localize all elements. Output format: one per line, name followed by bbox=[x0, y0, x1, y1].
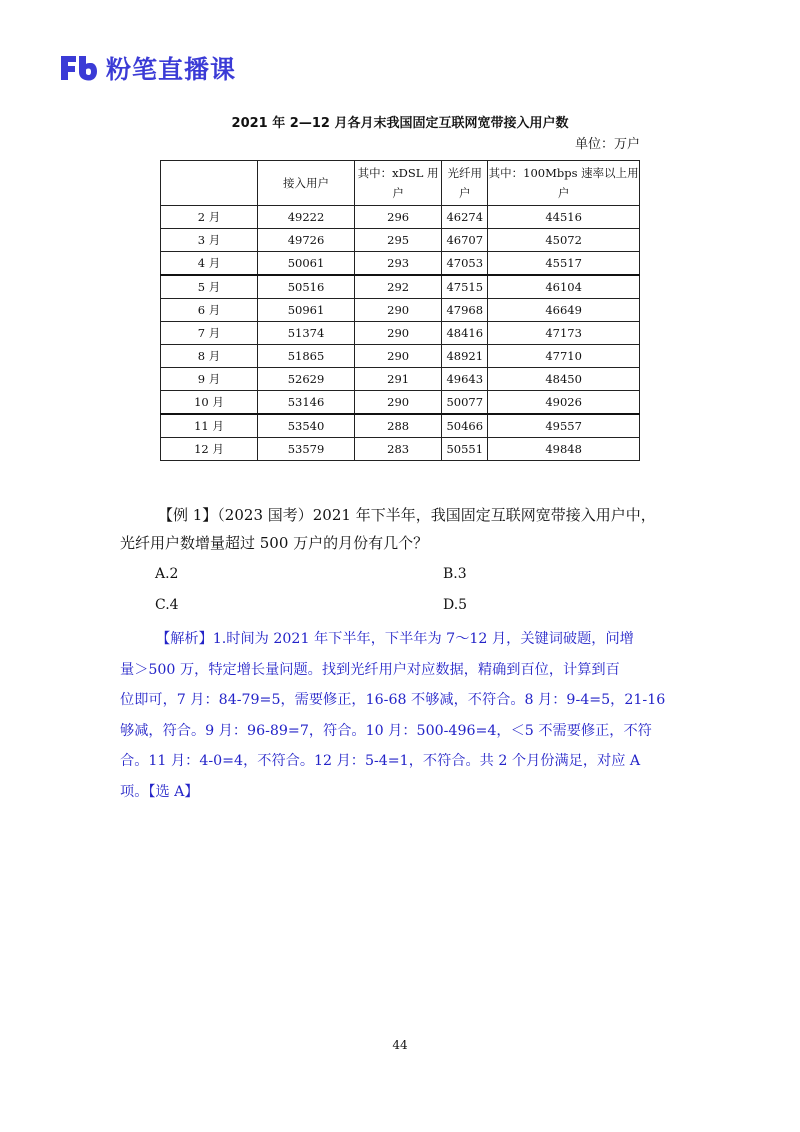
table-row bbox=[161, 275, 640, 299]
option-a: A.2 bbox=[155, 566, 179, 582]
table-cell: 290 bbox=[355, 322, 442, 345]
table-cell: 2 月 bbox=[161, 206, 258, 229]
table-cell: 50466 bbox=[442, 414, 488, 438]
table-cell: 293 bbox=[355, 252, 442, 276]
data-table bbox=[160, 160, 640, 461]
question-line-1: 【例 1】（2023 国考）2021 年下半年，我国固定互联网宽带接入用户中， bbox=[158, 506, 656, 524]
table-cell: 291 bbox=[355, 368, 442, 391]
table-cell: 46649 bbox=[488, 299, 640, 322]
table-cell: 46274 bbox=[442, 206, 488, 229]
table-cell: 5 月 bbox=[161, 275, 258, 299]
table-row bbox=[161, 229, 640, 252]
table-cell: 44516 bbox=[488, 206, 640, 229]
table-title: 2021 年 2—12 月各月末我国固定互联网宽带接入用户数 bbox=[231, 116, 569, 131]
table-header-cell: 其中：xDSL 用户 bbox=[355, 161, 442, 206]
table-cell: 50516 bbox=[258, 275, 355, 299]
table-cell: 9 月 bbox=[161, 368, 258, 391]
table-header-row bbox=[161, 161, 640, 206]
table-cell: 47173 bbox=[488, 322, 640, 345]
table-cell: 47515 bbox=[442, 275, 488, 299]
table-cell: 7 月 bbox=[161, 322, 258, 345]
option-d: D.5 bbox=[443, 597, 468, 613]
table-header-cell: 其中：100Mbps 速率以上用户 bbox=[488, 161, 640, 206]
table-cell: 46104 bbox=[488, 275, 640, 299]
table-row bbox=[161, 345, 640, 368]
option-b: B.3 bbox=[443, 566, 467, 582]
table-row bbox=[161, 368, 640, 391]
analysis-block bbox=[120, 624, 690, 807]
table-row bbox=[161, 414, 640, 438]
table-row bbox=[161, 391, 640, 415]
table-cell: 6 月 bbox=[161, 299, 258, 322]
table-header-cell: 接入用户 bbox=[258, 161, 355, 206]
table-cell: 10 月 bbox=[161, 391, 258, 415]
table-cell: 290 bbox=[355, 391, 442, 415]
table-cell: 48450 bbox=[488, 368, 640, 391]
table-header-cell bbox=[161, 161, 258, 206]
analysis-line: 项。【选 A】 bbox=[120, 783, 199, 800]
table-cell: 48921 bbox=[442, 345, 488, 368]
table-header-cell: 光纤用户 bbox=[442, 161, 488, 206]
table-cell: 288 bbox=[355, 414, 442, 438]
brand-logo bbox=[58, 50, 236, 86]
table-cell: 50551 bbox=[442, 438, 488, 461]
table-cell: 295 bbox=[355, 229, 442, 252]
table-cell: 45517 bbox=[488, 252, 640, 276]
table-cell: 47053 bbox=[442, 252, 488, 276]
table-unit: 单位：万户 bbox=[574, 137, 640, 152]
analysis-line: 【解析】1.时间为 2021 年下半年，下半年为 7～12 月，关键词破题，问增 bbox=[156, 631, 634, 647]
fb-logo-icon bbox=[58, 53, 98, 83]
table-cell: 296 bbox=[355, 206, 442, 229]
table-cell: 49026 bbox=[488, 391, 640, 415]
table-cell: 51865 bbox=[258, 345, 355, 368]
table-cell: 290 bbox=[355, 345, 442, 368]
table-row bbox=[161, 252, 640, 276]
table-cell: 47968 bbox=[442, 299, 488, 322]
table-cell: 49726 bbox=[258, 229, 355, 252]
table-cell: 51374 bbox=[258, 322, 355, 345]
table-row bbox=[161, 322, 640, 345]
table-cell: 52629 bbox=[258, 368, 355, 391]
table-cell: 50061 bbox=[258, 252, 355, 276]
page-number: 44 bbox=[392, 1038, 408, 1052]
analysis-line: 合。11 月：4-0=4，不符合。12 月：5-4=1，不符合。共 2 个月份满足，对应 A bbox=[120, 753, 641, 769]
table-cell: 48416 bbox=[442, 322, 488, 345]
table-cell: 290 bbox=[355, 299, 442, 322]
table-cell: 49848 bbox=[488, 438, 640, 461]
option-c: C.4 bbox=[155, 597, 179, 613]
table-cell: 45072 bbox=[488, 229, 640, 252]
question-line-2: 光纤用户数增量超过 500 万户的月份有几个？ bbox=[120, 534, 429, 552]
table-row bbox=[161, 438, 640, 461]
table-row bbox=[161, 206, 640, 229]
table-cell: 49557 bbox=[488, 414, 640, 438]
table-cell: 50961 bbox=[258, 299, 355, 322]
table-cell: 53579 bbox=[258, 438, 355, 461]
brand-name: 粉笔直播课 bbox=[106, 55, 237, 84]
table-body bbox=[161, 206, 640, 461]
table-cell: 8 月 bbox=[161, 345, 258, 368]
table-cell: 12 月 bbox=[161, 438, 258, 461]
table-cell: 49643 bbox=[442, 368, 488, 391]
analysis-line: 够减，符合。9 月：96-89=7，符合。10 月：500-496=4，＜5 不需要修正，不符 bbox=[120, 722, 652, 739]
analysis-line: 位即可，7 月：84-79=5，需要修正，16-68 不够减，不符合。8 月：9-4=5，21-16 bbox=[120, 692, 666, 708]
table-cell: 47710 bbox=[488, 345, 640, 368]
analysis-line: 量＞500 万，特定增长量问题。找到光纤用户对应数据，精确到百位，计算到百 bbox=[120, 661, 620, 678]
table-cell: 53146 bbox=[258, 391, 355, 415]
table-cell: 11 月 bbox=[161, 414, 258, 438]
table-cell: 283 bbox=[355, 438, 442, 461]
table-cell: 292 bbox=[355, 275, 442, 299]
table-cell: 4 月 bbox=[161, 252, 258, 276]
table-cell: 49222 bbox=[258, 206, 355, 229]
table-cell: 53540 bbox=[258, 414, 355, 438]
table-cell: 46707 bbox=[442, 229, 488, 252]
table-row bbox=[161, 299, 640, 322]
table-cell: 50077 bbox=[442, 391, 488, 415]
table-cell: 3 月 bbox=[161, 229, 258, 252]
